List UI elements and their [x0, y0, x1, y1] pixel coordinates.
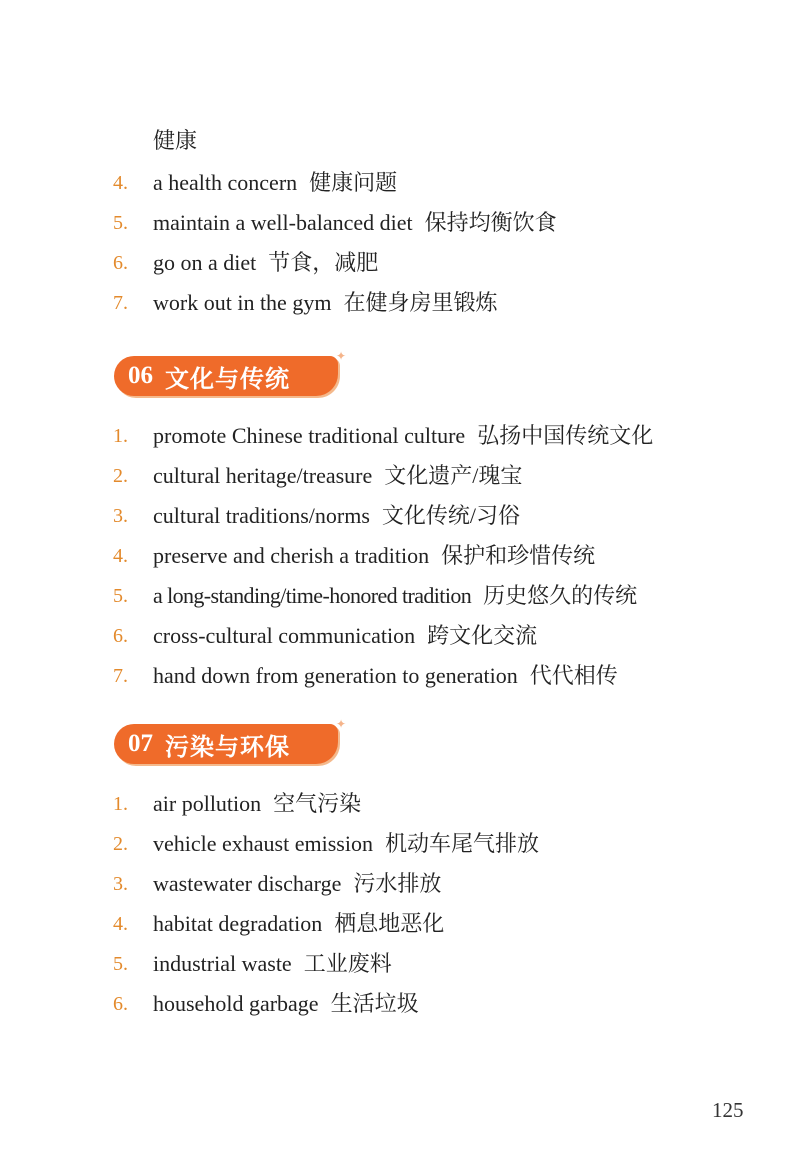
item-number: 7. [113, 665, 128, 687]
chinese-translation: 文化遗产/瑰宝 [384, 463, 523, 488]
item-number: 2. [113, 833, 128, 855]
health-phrase-list [113, 168, 557, 328]
english-phrase: preserve and cherish a tradition [153, 543, 430, 568]
chinese-translation: 保护和珍惜传统 [441, 543, 596, 568]
item-number: 4. [113, 172, 128, 194]
item-number: 5. [113, 953, 128, 975]
item-number: 2. [113, 465, 128, 487]
item-number: 6. [113, 993, 128, 1015]
list-item [113, 661, 653, 701]
list-item [113, 621, 653, 661]
list-item [113, 909, 539, 949]
continued-text: 健康 [153, 128, 198, 153]
list-item [113, 949, 539, 989]
list-item [113, 869, 539, 909]
list-item [113, 989, 539, 1029]
list-item [113, 421, 653, 461]
english-phrase: wastewater discharge [153, 871, 342, 896]
chinese-translation: 跨文化交流 [427, 623, 538, 648]
english-phrase: air pollution [153, 791, 262, 816]
item-number: 6. [113, 625, 128, 647]
section-header-culture [114, 349, 346, 396]
chinese-translation: 栖息地恶化 [334, 911, 445, 936]
chinese-translation: 空气污染 [273, 791, 362, 816]
list-item [113, 288, 557, 328]
item-number: 4. [113, 545, 128, 567]
english-phrase: a health concern [153, 170, 298, 195]
english-phrase: habitat degradation [153, 911, 323, 936]
list-item [113, 461, 653, 501]
item-number: 1. [113, 425, 128, 447]
sparkle-icon: ✦ [335, 717, 346, 731]
sparkle-icon: ✦ [335, 349, 346, 363]
chinese-translation: 代代相传 [529, 663, 618, 688]
chinese-translation: 弘扬中国传统文化 [477, 423, 654, 448]
english-phrase: hand down from generation to generation [153, 663, 518, 688]
item-number: 4. [113, 913, 128, 935]
item-number: 1. [113, 793, 128, 815]
section-number: 07 [128, 730, 153, 757]
chinese-translation: 健康问题 [309, 170, 398, 195]
list-item [113, 248, 557, 288]
item-number: 7. [113, 292, 128, 314]
pollution-phrase-list [113, 789, 539, 1029]
chinese-translation: 文化传统/习俗 [381, 503, 521, 528]
list-item [113, 829, 539, 869]
section-header-pollution [114, 717, 346, 764]
english-phrase: go on a diet [153, 250, 257, 275]
chinese-translation: 历史悠久的传统 [483, 583, 638, 608]
list-item [113, 789, 539, 829]
list-item [113, 581, 653, 621]
english-phrase: cultural traditions/norms [153, 503, 370, 528]
item-number: 6. [113, 252, 128, 274]
item-number: 5. [113, 212, 128, 234]
english-phrase: a long-standing/time-honored tradition [153, 583, 472, 608]
culture-phrase-list [113, 421, 653, 701]
english-phrase: work out in the gym [153, 290, 332, 315]
item-number: 3. [113, 505, 128, 527]
chinese-translation: 污水排放 [353, 871, 442, 896]
list-item [113, 541, 653, 581]
chinese-translation: 节食，减肥 [268, 250, 379, 275]
list-item [113, 168, 557, 208]
chinese-translation: 工业废料 [303, 951, 392, 976]
section-title: 污染与环保 [165, 732, 290, 761]
item-number: 3. [113, 873, 128, 895]
english-phrase: cross-cultural communication [153, 623, 416, 648]
english-phrase: household garbage [153, 991, 319, 1016]
list-item [113, 501, 653, 541]
page-number: 125 [712, 1098, 744, 1122]
section-title: 文化与传统 [165, 364, 290, 393]
english-phrase: vehicle exhaust emission [153, 831, 373, 856]
english-phrase: maintain a well-balanced diet [153, 210, 413, 235]
english-phrase: promote Chinese traditional culture [153, 423, 466, 448]
section-number: 06 [128, 362, 153, 389]
english-phrase: industrial waste [153, 951, 292, 976]
chinese-translation: 在健身房里锻炼 [343, 290, 498, 315]
list-item [113, 208, 557, 248]
english-phrase: cultural heritage/treasure [153, 463, 373, 488]
item-number: 5. [113, 585, 128, 607]
chinese-translation: 保持均衡饮食 [424, 210, 557, 235]
chinese-translation: 生活垃圾 [330, 991, 419, 1016]
chinese-translation: 机动车尾气排放 [384, 831, 539, 856]
